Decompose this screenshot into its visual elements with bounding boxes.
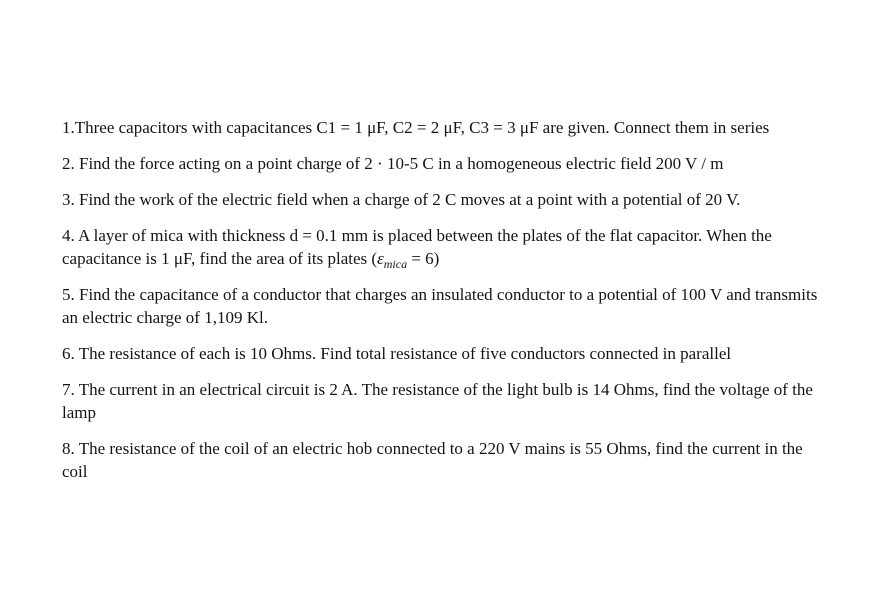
problem-6: 6. The resistance of each is 10 Ohms. Find total resistance of five conductors connected in parallel xyxy=(62,344,732,363)
problem-3: 3. Find the work of the electric field when a charge of 2 C moves at a point with a potential of 20 V. xyxy=(62,190,741,209)
problem-8: 8. The resistance of the coil of an electric hob connected to a 220 V mains is 55 Ohms, find the current in the coil xyxy=(62,439,803,481)
problem-4 xyxy=(62,224,822,270)
problem-7: 7. The current in an electrical circuit is 2 A. The resistance of the light bulb is 14 Ohms, find the voltage of the lamp xyxy=(62,380,813,422)
problem-4-text: 4. A layer of mica with thickness d = 0.1 mm is placed between the plates of the flat capacitor. When the capacitance is 1 μF, find the area of its plates ( xyxy=(62,226,772,268)
epsilon-subscript: mica xyxy=(383,257,408,271)
epsilon-letter: ε xyxy=(377,249,384,268)
problem-2: 2. Find the force acting on a point charge of 2 · 10-5 C in a homogeneous electric field 200 V / m xyxy=(62,154,724,173)
problem-sheet xyxy=(62,116,822,496)
problem-5: 5. Find the capacitance of a conductor that charges an insulated conductor to a potential of 100 V and transmits an electric charge of 1,109 Kl. xyxy=(62,285,818,327)
epsilon-mica-symbol xyxy=(377,249,408,271)
problem-4-tail: = 6) xyxy=(407,249,440,268)
problem-1: 1.Three capacitors with capacitances C1 = 1 μF, C2 = 2 μF, C3 = 3 μF are given. Connect them in series xyxy=(62,118,770,137)
